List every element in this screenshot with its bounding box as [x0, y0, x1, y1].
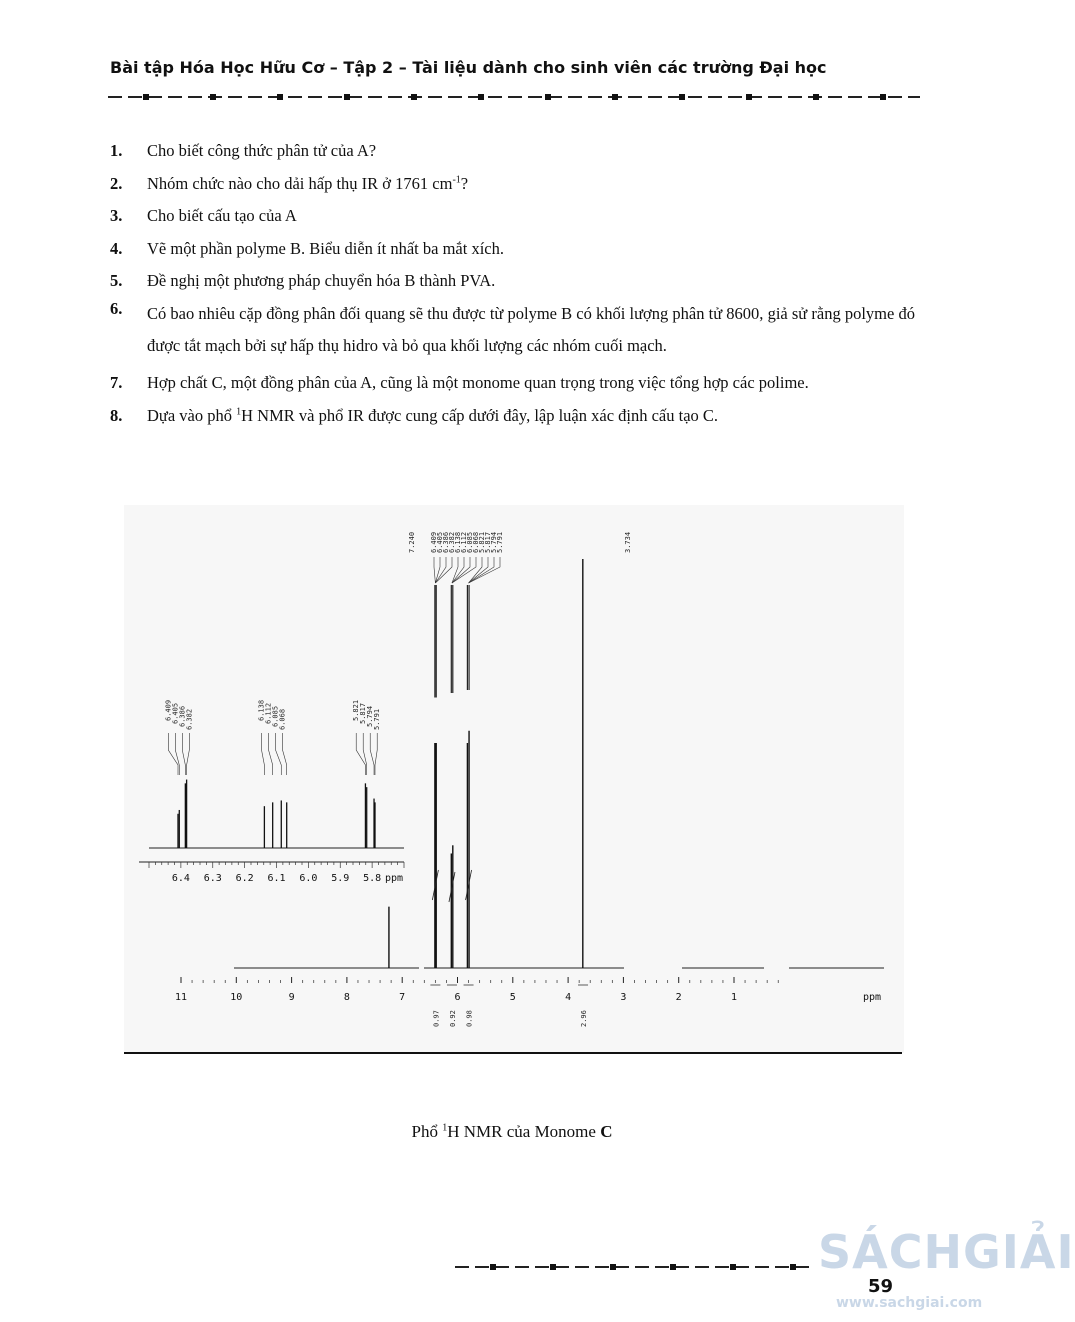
question-number: 3. — [110, 206, 123, 225]
peak-label: 6.409 — [430, 531, 438, 553]
axis-tick-label: 10 — [230, 992, 243, 1003]
figure-caption: Phổ $^1$H NMR của Monome C — [411, 1122, 613, 1141]
rule-marker — [344, 94, 350, 100]
inset-peak-label: 6.138 — [257, 699, 266, 721]
peak-label: 5.821 — [478, 531, 486, 553]
integral-label: 0.92 — [448, 1010, 457, 1027]
inset-tick-label: 6.4 — [171, 873, 190, 884]
axis-tick-label: ppm — [862, 992, 882, 1003]
peak-label: 6.382 — [448, 531, 456, 553]
rule-marker — [730, 1264, 736, 1270]
question-text: Cho biết công thức phân tử của A? — [147, 141, 377, 160]
inset-tick-label: 6.0 — [299, 873, 318, 884]
page-number: 59 — [868, 1276, 894, 1297]
peak-label: 6.112 — [460, 531, 468, 553]
axis-tick-label: 9 — [288, 992, 295, 1003]
peak-label: 6.138 — [454, 531, 462, 553]
watermark-url: www.sachgiai.com — [836, 1295, 983, 1311]
question-number: 5. — [110, 271, 123, 290]
question-text: Hợp chất C, một đồng phân của A, cũng là một monome quan trọng trong việc tổng hợp các polime. — [147, 373, 809, 392]
inset-peak-label: 6.386 — [178, 705, 187, 727]
inset-peak-label: 6.085 — [271, 705, 280, 727]
peak-label: 6.405 — [436, 531, 444, 553]
question-3 — [110, 205, 915, 227]
rule-marker — [277, 94, 283, 100]
question-8 — [110, 405, 915, 427]
rule-marker — [550, 1264, 556, 1270]
axis-tick-label: 11 — [174, 992, 188, 1003]
header-decorative-rule — [108, 92, 920, 102]
rule-marker — [210, 94, 216, 100]
question-number: 7. — [110, 373, 123, 392]
footer-decorative-rule — [455, 1262, 815, 1272]
axis-tick-label: 7 — [399, 992, 406, 1003]
question-5 — [110, 270, 915, 292]
axis-tick-label: 6 — [454, 992, 461, 1003]
question-number: 6. — [110, 298, 123, 318]
question-text: Dựa vào phổ $^1$H NMR và phổ IR được cung cấp dưới đây, lập luận xác định cấu tạo C. — [147, 405, 719, 425]
rule-marker — [670, 1264, 676, 1270]
question-2 — [110, 173, 915, 195]
inset-peak-label: 5.791 — [373, 708, 382, 730]
rule-marker — [679, 94, 685, 100]
question-text: Cho biết cấu tạo của A — [147, 206, 297, 225]
inset-tick-label: 6.1 — [267, 873, 286, 884]
peak-label: 3.734 — [624, 531, 632, 553]
inset-peak-label: 5.817 — [359, 702, 368, 724]
inset-tick-label: 6.2 — [235, 873, 254, 884]
rule-marker — [490, 1264, 496, 1270]
question-text: Nhóm chức nào cho dải hấp thụ IR ở 1761 $cm^{-1}$? — [147, 173, 469, 193]
question-number: 2. — [110, 173, 123, 193]
rule-marker — [790, 1264, 796, 1270]
peak-label: 6.386 — [442, 531, 450, 553]
inset-peak-label: 6.112 — [264, 702, 273, 724]
question-4 — [110, 238, 915, 260]
inset-peak-label: 5.821 — [352, 699, 361, 721]
peak-label: 6.085 — [466, 531, 474, 553]
question-number: 4. — [110, 238, 123, 258]
integral-label: 0.98 — [465, 1010, 474, 1027]
peak-label: 5.794 — [490, 531, 498, 553]
peak-label: 5.791 — [496, 531, 504, 553]
integral-label: 2.96 — [580, 1010, 589, 1027]
nmr-spectrum-chart — [124, 505, 904, 1065]
rule-marker — [411, 94, 417, 100]
integral-label: 0.97 — [432, 1010, 441, 1027]
rule-marker — [746, 94, 752, 100]
axis-tick-label: 3 — [620, 992, 627, 1003]
rule-marker — [610, 1264, 616, 1270]
axis-tick-label: 8 — [343, 992, 350, 1003]
rule-marker — [143, 94, 149, 100]
question-1 — [110, 140, 915, 162]
axis-tick-label: 1 — [730, 992, 738, 1003]
question-7 — [110, 372, 915, 394]
inset-tick-label: ppm — [384, 873, 404, 884]
question-number: 1. — [110, 141, 123, 160]
peak-label: 7.240 — [408, 531, 416, 553]
inset-peak-label: 6.382 — [185, 708, 194, 730]
question-6 — [110, 298, 915, 362]
axis-tick-label: 2 — [675, 992, 682, 1003]
question-text: Đề nghị một phương pháp chuyển hóa B thành PVA. — [147, 271, 496, 290]
question-text: Có bao nhiêu cặp đồng phân đối quang sẽ thu được từ polyme B có khối lượng phân tử 8600, giả sử rằng polyme đó được tắt mạch bởi sự hấp thụ hidro và bỏ qua khối lượng các nhóm cuối mạch. — [147, 303, 915, 355]
axis-tick-label: 4 — [565, 992, 572, 1003]
rule-marker — [880, 94, 886, 100]
inset-tick-label: 6.3 — [203, 873, 222, 884]
inset-tick-label: 5.9 — [331, 873, 350, 884]
question-text: Vẽ một phần polyme B. Biểu diễn ít nhất ba mắt xích. — [147, 238, 504, 258]
running-header: Bài tập Hóa Học Hữu Cơ – Tập 2 – Tài liệu dành cho sinh viên các trường Đại học — [110, 58, 827, 77]
inset-tick-label: 5.8 — [363, 873, 382, 884]
axis-tick-label: 5 — [509, 992, 516, 1003]
rule-marker — [478, 94, 484, 100]
inset-peak-label: 6.068 — [278, 708, 287, 730]
rule-marker — [612, 94, 618, 100]
inset-peak-label: 6.409 — [164, 699, 173, 721]
inset-peak-label: 5.794 — [366, 705, 375, 727]
rule-marker — [545, 94, 551, 100]
peak-label: 5.817 — [484, 531, 492, 553]
question-number: 8. — [110, 405, 123, 425]
inset-peak-label: 6.405 — [171, 702, 180, 724]
peak-label: 6.068 — [472, 531, 480, 553]
rule-marker — [813, 94, 819, 100]
watermark-logo: SÁCHGIẢI — [818, 1225, 1075, 1279]
question-list — [110, 140, 915, 437]
